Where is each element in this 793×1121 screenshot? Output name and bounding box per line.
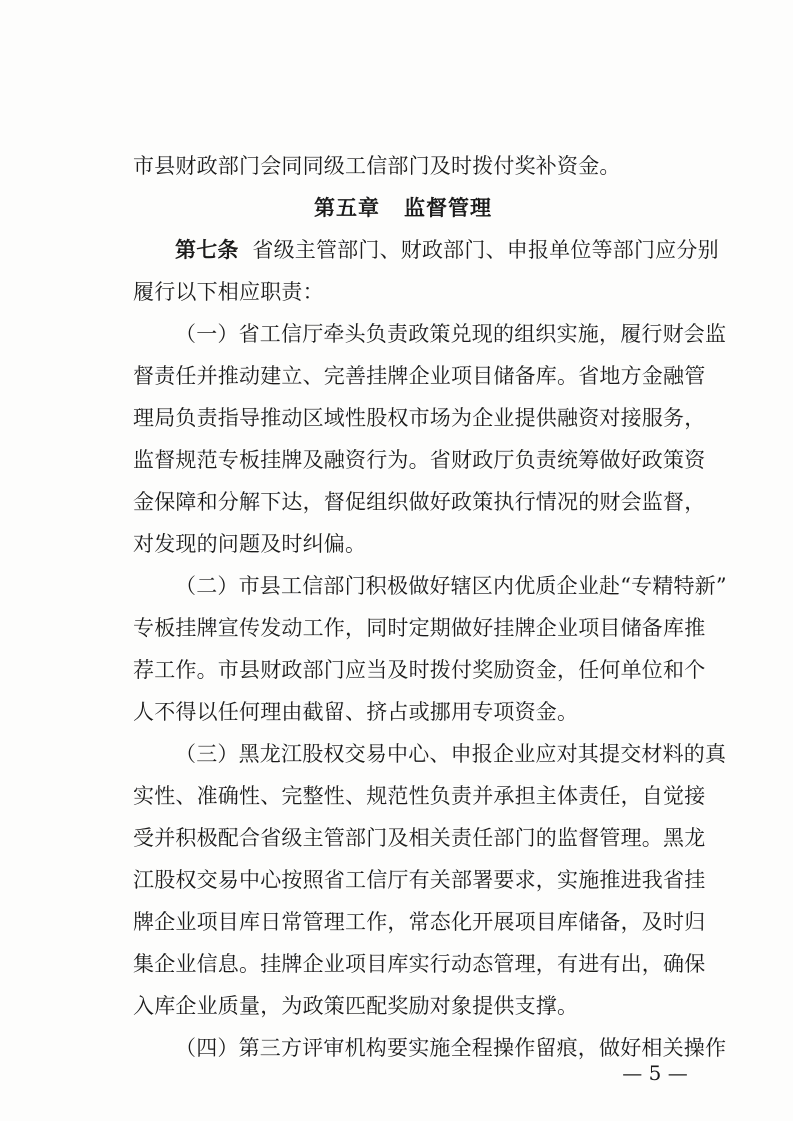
chapter-name: 监督管理 [404, 196, 492, 220]
text-line: 江股权交易中心按照省工信厅有关部署要求，实施推进我省挂 [133, 868, 706, 892]
text-line: 受并积极配合省级主管部门及相关责任部门的监督管理。黑龙 [133, 826, 706, 850]
text-line: （一）省工信厅牵头负责政策兑现的组织实施，履行财会监 [175, 322, 727, 346]
text-line: 理局负责指导推动区域性股权市场为企业提供融资对接服务， [133, 406, 706, 430]
text-line: 专板挂牌宣传发动工作，同时定期做好挂牌企业项目储备库推 [133, 616, 706, 640]
text-line: 履行以下相应职责： [133, 280, 324, 304]
text-line: 对发现的问题及时纠偏。 [133, 532, 367, 556]
article-first-line [175, 234, 719, 266]
article-text: 省级主管部门、财政部门、申报单位等部门应分别 [252, 238, 719, 262]
chapter-number: 第五章 [314, 196, 380, 220]
text-line: 督责任并推动建立、完善挂牌企业项目储备库。省地方金融管 [133, 364, 706, 388]
text-line: 牌企业项目库日常管理工作，常态化开展项目库储备，及时归 [133, 910, 706, 934]
article-label: 第七条 [175, 238, 239, 262]
text-line: 荐工作。市县财政部门应当及时拨付奖励资金，任何单位和个 [133, 658, 706, 682]
text-line: 实性、准确性、完整性、规范性负责并承担主体责任，自觉接 [133, 784, 706, 808]
page-number: — 5 — [622, 1061, 688, 1085]
chapter-heading [133, 192, 673, 224]
text-line: （二）市县工信部门积极做好辖区内优质企业赴“专精特新” [175, 574, 727, 598]
text-line: （三）黑龙江股权交易中心、申报企业应对其提交材料的真 [175, 742, 727, 766]
text-line: 人不得以任何理由截留、挤占或挪用专项资金。 [133, 700, 579, 724]
text-line: 监督规范专板挂牌及融资行为。省财政厅负责统筹做好政策资 [133, 448, 706, 472]
text-line: （四）第三方评审机构要实施全程操作留痕，做好相关操作 [175, 1036, 727, 1060]
text-line: 金保障和分解下达，督促组织做好政策执行情况的财会监督， [133, 490, 706, 514]
text-line: 集企业信息。挂牌企业项目库实行动态管理，有进有出，确保 [133, 952, 706, 976]
text-line: 市县财政部门会同同级工信部门及时拨付奖补资金。 [133, 154, 621, 178]
text-line: 入库企业质量，为政策匹配奖励对象提供支撑。 [133, 994, 579, 1018]
